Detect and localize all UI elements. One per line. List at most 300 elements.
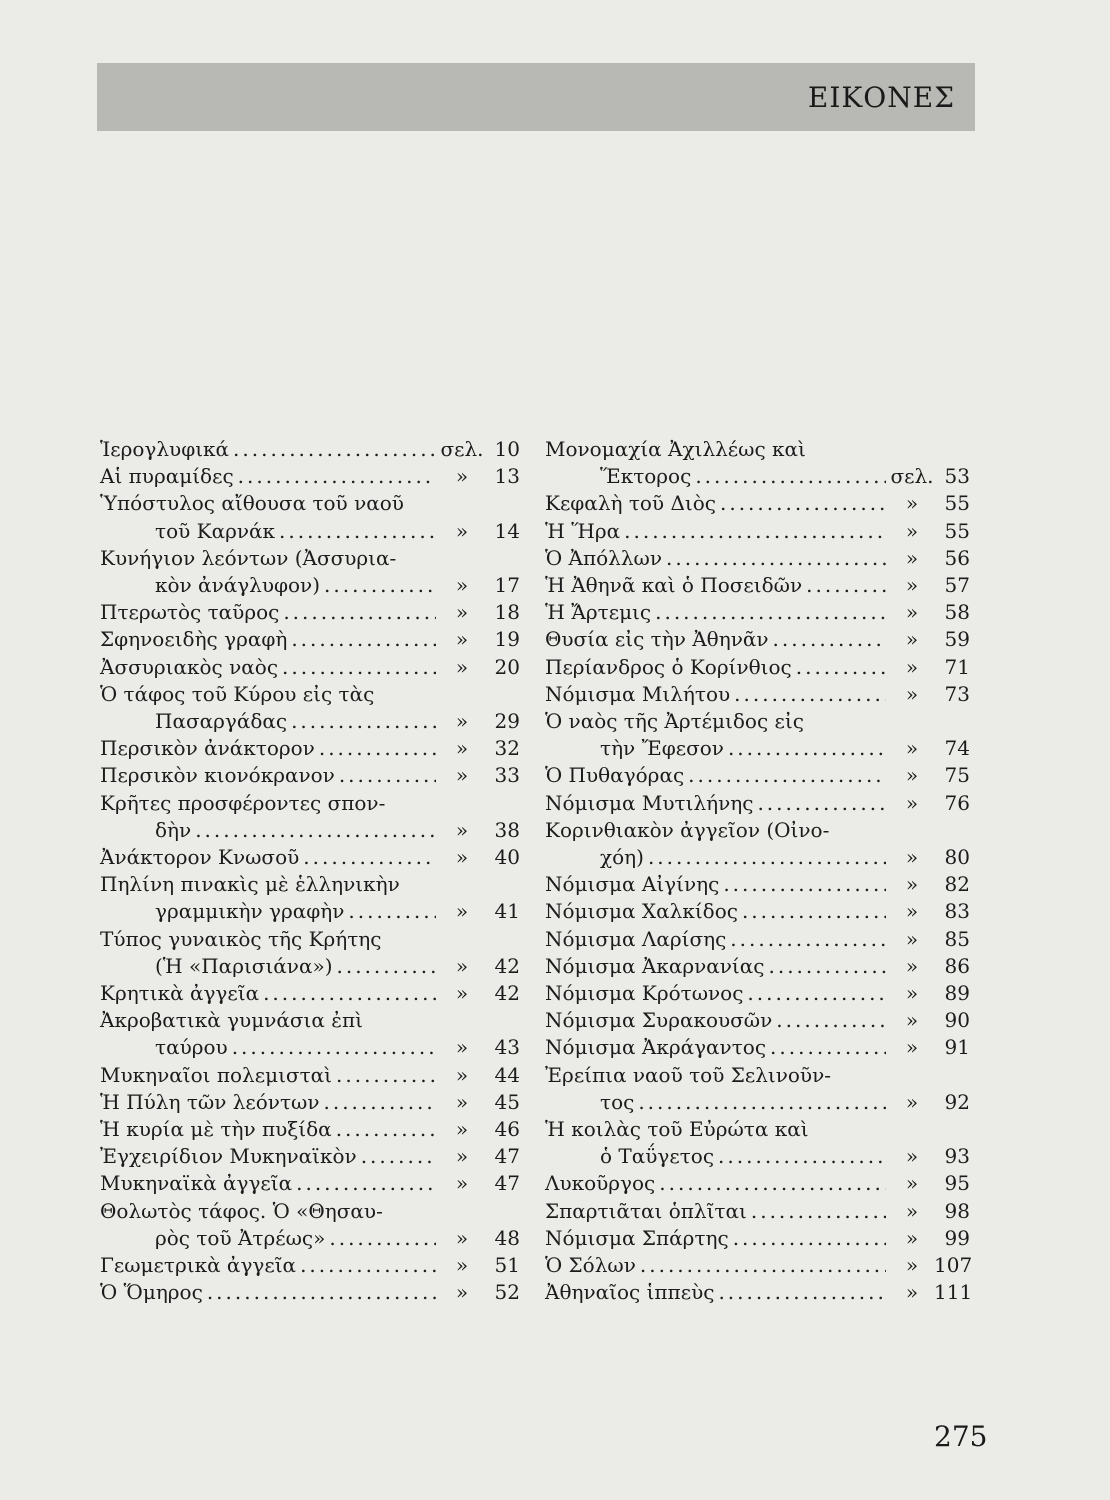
index-entry (545, 518, 970, 545)
entry-page-number: 51 (494, 1253, 520, 1278)
page-label: » (905, 518, 919, 543)
entry-title: Ἡ κοιλὰς τοῦ Εὐρώτα καὶ (545, 1117, 809, 1142)
entry-line (100, 572, 520, 599)
dot-leader (648, 844, 886, 871)
index-entry (545, 1062, 970, 1116)
dot-leader (207, 1279, 436, 1306)
entry-title: Ὁ Ἀπόλλων (545, 545, 662, 570)
page-label: » (905, 845, 919, 870)
dot-leader (303, 844, 436, 871)
index-entry (545, 545, 970, 572)
index-entry (100, 545, 520, 599)
entry-line (100, 1170, 520, 1197)
dot-leader (361, 1143, 436, 1170)
index-entry (545, 762, 970, 789)
left-index-column (100, 436, 520, 1307)
entry-page-number: 91 (944, 1035, 970, 1060)
entry-line (545, 1279, 973, 1306)
index-entry (100, 735, 520, 762)
index-entry (545, 980, 970, 1007)
page-label: » (905, 1144, 919, 1169)
dot-leader (768, 953, 886, 980)
index-entry (545, 1116, 970, 1170)
entry-page-number: 98 (944, 1198, 970, 1223)
index-entry (100, 599, 520, 626)
page-label: » (455, 600, 469, 625)
right-index-column (545, 436, 973, 1307)
entry-line (545, 1034, 970, 1061)
page-label: » (455, 627, 469, 652)
entry-line (545, 1116, 970, 1143)
entry-title: Περίανδρος ὁ Κορίνθιος (545, 654, 792, 679)
entry-page-number: 18 (494, 600, 520, 625)
entry-title: Ὁ Σόλων (545, 1253, 636, 1278)
index-entry (100, 1089, 520, 1116)
entry-line (545, 871, 970, 898)
dot-leader (232, 1034, 436, 1061)
page-label: » (905, 1035, 919, 1060)
entry-page-number: 111 (934, 1280, 973, 1305)
page-label: » (905, 1280, 919, 1305)
entry-line (100, 1089, 520, 1116)
dot-leader (796, 654, 886, 681)
entry-title: Ἀνάκτορον Κνωσοῦ (100, 845, 300, 870)
index-entry (100, 1062, 520, 1089)
entry-page-number: 57 (944, 573, 970, 598)
page-label: » (905, 953, 919, 978)
entry-line (100, 926, 520, 953)
entry-title: Ὑπόστυλος αἴθουσα τοῦ ναοῦ (100, 491, 404, 516)
dot-leader (282, 654, 436, 681)
dot-leader (720, 490, 886, 517)
entry-title: Νόμισμα Κρότωνος (545, 981, 744, 1006)
entry-line (545, 980, 970, 1007)
entry-line (545, 1170, 970, 1197)
entry-line (545, 1143, 970, 1170)
entry-title: ρὸς τοῦ Ἀτρέως» (155, 1225, 326, 1250)
entry-line (545, 626, 970, 653)
page-label: » (455, 518, 469, 543)
dot-leader (742, 898, 886, 925)
index-entry (100, 626, 520, 653)
entry-page-number: 47 (494, 1171, 520, 1196)
entry-title: Ὁ Ὅμηρος (100, 1280, 203, 1305)
index-entry (100, 1279, 520, 1306)
entry-title: Ὁ Πυθαγόρας (545, 763, 685, 788)
entry-title: Νόμισμα Χαλκίδος (545, 899, 738, 924)
entry-title: Ἡ κυρία μὲ τὴν πυξίδα (100, 1117, 332, 1142)
entry-title: χόη) (600, 845, 644, 870)
page-label: » (455, 1062, 469, 1087)
entry-title: Ἡ Ἀθηνᾶ καὶ ὁ Ποσειδῶν (545, 573, 803, 598)
entry-title: Νόμισμα Σπάρτης (545, 1225, 729, 1250)
page-label: » (455, 736, 469, 761)
entry-title: Ἡ Ἄρτεμις (545, 600, 652, 625)
index-entry (100, 762, 520, 789)
entry-line (100, 1062, 520, 1089)
entry-page-number: 76 (944, 790, 970, 815)
entry-line (100, 518, 520, 545)
entry-line (545, 518, 970, 545)
dot-leader (263, 980, 436, 1007)
entry-line (100, 1143, 520, 1170)
entry-line (100, 463, 520, 490)
dot-leader (688, 762, 886, 789)
dot-leader (233, 436, 436, 463)
dot-leader (640, 1252, 886, 1279)
dot-leader (279, 518, 436, 545)
entry-page-number: 92 (944, 1089, 970, 1114)
entry-title: (Ἡ «Παρισιάνα») (155, 953, 333, 978)
entry-page-number: 83 (944, 899, 970, 924)
dot-leader (773, 626, 886, 653)
dot-leader (718, 1279, 886, 1306)
entry-line (100, 599, 520, 626)
index-entry (545, 1007, 970, 1034)
entry-page-number: 99 (944, 1225, 970, 1250)
entry-title: Μυκηναῖοι πολεμισταὶ (100, 1062, 332, 1087)
page-label: » (455, 1089, 469, 1114)
entry-line (545, 681, 970, 708)
page-label: » (455, 1253, 469, 1278)
entry-title: Νόμισμα Μυτιλήνης (545, 790, 754, 815)
entry-page-number: 32 (494, 736, 520, 761)
entry-title: Σπαρτιᾶται ὁπλῖται (545, 1198, 747, 1223)
entry-line (545, 817, 970, 844)
index-entry (545, 681, 970, 708)
page-label: σελ. (890, 464, 934, 489)
entry-page-number: 20 (494, 654, 520, 679)
entry-title: Ἀκροβατικὰ γυμνάσια ἐπὶ (100, 1008, 363, 1033)
page-label: » (455, 953, 469, 978)
entry-title: κὸν ἀνάγλυφον) (155, 573, 321, 598)
page-label: » (455, 1035, 469, 1060)
entry-title: Ἐγχειρίδιον Μυκηναϊκὸν (100, 1144, 357, 1169)
entry-title: Ἀσσυριακὸς ναὸς (100, 654, 279, 679)
entry-page-number: 55 (944, 518, 970, 543)
entry-line (100, 1279, 520, 1306)
entry-line (545, 1225, 970, 1252)
index-entry (545, 790, 970, 817)
page-label: » (455, 845, 469, 870)
entry-title: Νόμισμα Ἀκράγαντος (545, 1035, 767, 1060)
entry-title: Αἱ πυραμίδες (100, 464, 234, 489)
entry-title: τὴν Ἔφεσον (600, 736, 724, 761)
page-label: » (455, 1171, 469, 1196)
page-title: ΕΙΚΟΝΕΣ (807, 81, 955, 114)
entry-line (100, 708, 520, 735)
entry-line (545, 898, 970, 925)
page-label: » (455, 573, 469, 598)
entry-line (100, 545, 520, 572)
entry-title: Τύπος γυναικὸς τῆς Κρήτης (100, 926, 382, 951)
page-label: » (455, 1144, 469, 1169)
entry-page-number: 43 (494, 1035, 520, 1060)
index-entry (100, 790, 520, 844)
entry-line (100, 681, 520, 708)
dot-leader (638, 1089, 886, 1116)
entry-page-number: 95 (944, 1171, 970, 1196)
entry-page-number: 89 (944, 981, 970, 1006)
entry-line (100, 953, 520, 980)
entry-title: Ἡ Πύλη τῶν λεόντων (100, 1089, 320, 1114)
entry-line (545, 1007, 970, 1034)
entry-title: Γεωμετρικὰ ἀγγεῖα (100, 1253, 297, 1278)
entry-page-number: 42 (494, 981, 520, 1006)
entry-title: Νόμισμα Συρακουσῶν (545, 1008, 773, 1033)
dot-leader (324, 572, 436, 599)
entry-title: Κορινθιακὸν ἀγγεῖον (Οἰνο- (545, 817, 830, 842)
page-label: » (905, 573, 919, 598)
entry-line (100, 1225, 520, 1252)
page-label: » (905, 491, 919, 516)
entry-page-number: 46 (494, 1117, 520, 1142)
dot-leader (337, 953, 437, 980)
entry-page-number: 48 (494, 1225, 520, 1250)
entry-title: Ἡ Ἥρα (545, 518, 621, 543)
entry-line (100, 844, 520, 871)
page-label: » (455, 464, 469, 489)
entry-title: Πασαργάδας (155, 709, 288, 734)
dot-leader (751, 1198, 886, 1225)
entry-title: Ἐρείπια ναοῦ τοῦ Σελινοῦν- (545, 1062, 832, 1087)
entry-line (100, 654, 520, 681)
dot-leader (666, 545, 886, 572)
index-entry (100, 1143, 520, 1170)
index-entry (100, 1007, 520, 1061)
index-entry (545, 953, 970, 980)
entry-page-number: 33 (494, 763, 520, 788)
index-entry (545, 817, 970, 871)
entry-title: Πηλίνη πινακὶς μὲ ἑλληνικὴν (100, 872, 400, 897)
page-label: » (905, 600, 919, 625)
index-entry (545, 1279, 973, 1306)
entry-page-number: 10 (494, 437, 520, 461)
dot-leader (339, 762, 436, 789)
page-label: » (905, 627, 919, 652)
entry-line (545, 1198, 970, 1225)
entry-line (100, 1116, 520, 1143)
entry-line (545, 599, 970, 626)
page-label: » (455, 899, 469, 924)
entry-line (545, 708, 970, 735)
entry-title: Νόμισμα Ἀκαρνανίας (545, 953, 765, 978)
entry-title: Μυκηναϊκὰ ἀγγεῖα (100, 1171, 293, 1196)
entry-title: ὁ Ταΰγετος (600, 1144, 715, 1169)
header-band (97, 63, 975, 131)
index-entry (545, 1225, 970, 1252)
page-label: » (905, 926, 919, 951)
entry-line (100, 980, 520, 1007)
index-entry (100, 463, 520, 490)
entry-title: Ἀθηναῖος ἱππεὺς (545, 1280, 715, 1305)
entry-page-number: 74 (944, 736, 970, 761)
entry-title: Κυνήγιον λεόντων (Ἀσσυρια- (100, 545, 397, 570)
dot-leader (659, 1170, 886, 1197)
entry-page-number: 86 (944, 953, 970, 978)
entry-page-number: 14 (494, 518, 520, 543)
page-label: » (905, 681, 919, 706)
dot-leader (723, 871, 886, 898)
entry-title: Μονομαχία Ἀχιλλέως καὶ (545, 437, 806, 461)
entry-title: Περσικὸν κιονόκρανον (100, 763, 335, 788)
page-label: » (455, 1117, 469, 1142)
entry-title: Περσικὸν ἀνάκτορον (100, 736, 315, 761)
index-entry (100, 980, 520, 1007)
page-label: » (905, 872, 919, 897)
entry-title: Κρῆτες προσφέροντες σπον- (100, 790, 386, 815)
index-entry (545, 708, 970, 762)
entry-line (545, 1252, 973, 1279)
entry-line (545, 463, 970, 490)
entry-line (545, 545, 970, 572)
entry-line (545, 844, 970, 871)
entry-line (100, 790, 520, 817)
entry-page-number: 42 (494, 953, 520, 978)
dot-leader (734, 681, 886, 708)
entry-page-number: 71 (944, 654, 970, 679)
index-entry (100, 844, 520, 871)
index-entry (545, 572, 970, 599)
page-label: » (455, 1225, 469, 1250)
page-label: » (905, 545, 919, 570)
dot-leader (296, 1170, 436, 1197)
dot-leader (283, 599, 436, 626)
entry-title: τος (600, 1089, 635, 1114)
index-entry (545, 490, 970, 517)
entry-title: Νόμισμα Λαρίσης (545, 926, 727, 951)
entry-title: Ἱερογλυφικά (100, 437, 230, 461)
dot-leader (718, 1143, 886, 1170)
entry-line (545, 1062, 970, 1089)
dot-leader (291, 708, 436, 735)
entry-title: γραμμικὴν γραφὴν (155, 899, 345, 924)
dot-leader (728, 735, 886, 762)
entry-line (100, 1007, 520, 1034)
index-entry (545, 898, 970, 925)
entry-line (100, 762, 520, 789)
entry-page-number: 58 (944, 600, 970, 625)
entry-page-number: 29 (494, 709, 520, 734)
entry-page-number: 75 (944, 763, 970, 788)
page-label: » (455, 654, 469, 679)
page-label: » (905, 736, 919, 761)
page-label: σελ. (440, 437, 484, 461)
entry-line (100, 1198, 520, 1225)
page-label: » (905, 654, 919, 679)
dot-leader (806, 572, 886, 599)
entry-page-number: 59 (944, 627, 970, 652)
entry-page-number: 19 (494, 627, 520, 652)
page-label: » (455, 981, 469, 1006)
entry-line (100, 871, 520, 898)
index-entry (100, 1116, 520, 1143)
dot-leader (747, 980, 886, 1007)
entry-page-number: 90 (944, 1008, 970, 1033)
page-label: » (905, 1225, 919, 1250)
index-entry (100, 436, 520, 463)
index-entry (100, 490, 520, 544)
dot-leader (733, 1225, 886, 1252)
entry-title: ταύρου (155, 1035, 228, 1060)
entry-line (100, 898, 520, 925)
index-entry (545, 871, 970, 898)
entry-title: Κεφαλὴ τοῦ Διὸς (545, 491, 716, 516)
entry-title: Κρητικὰ ἀγγεῖα (100, 981, 260, 1006)
index-entry (545, 626, 970, 653)
dot-leader (348, 898, 436, 925)
entry-line (545, 762, 970, 789)
dot-leader (757, 790, 886, 817)
dot-leader (695, 463, 886, 490)
page-label: » (905, 763, 919, 788)
entry-page-number: 44 (494, 1062, 520, 1087)
entry-line (545, 436, 970, 463)
entry-page-number: 41 (494, 899, 520, 924)
page-label: » (455, 709, 469, 734)
entry-line (100, 436, 520, 463)
index-entry (545, 436, 970, 490)
entry-title: Νόμισμα Αἰγίνης (545, 872, 720, 897)
dot-leader (770, 1034, 886, 1061)
page-label: » (455, 1280, 469, 1305)
entry-line (100, 735, 520, 762)
entry-page-number: 107 (934, 1253, 973, 1278)
entry-line (545, 1089, 970, 1116)
dot-leader (195, 817, 436, 844)
index-entry (100, 926, 520, 980)
index-entry (545, 1034, 970, 1061)
index-entry (100, 1198, 520, 1252)
entry-line (545, 953, 970, 980)
page-label: » (905, 899, 919, 924)
page-label: » (905, 981, 919, 1006)
dot-leader (336, 1062, 436, 1089)
entry-page-number: 38 (494, 817, 520, 842)
page-label: » (905, 1089, 919, 1114)
entry-page-number: 45 (494, 1089, 520, 1114)
index-entry (545, 654, 970, 681)
dot-leader (291, 626, 436, 653)
entry-page-number: 85 (944, 926, 970, 951)
entry-line (100, 1034, 520, 1061)
entry-page-number: 17 (494, 573, 520, 598)
entry-page-number: 13 (494, 464, 520, 489)
entry-line (545, 654, 970, 681)
entry-line (100, 1252, 520, 1279)
dot-leader (300, 1252, 436, 1279)
entry-line (100, 817, 520, 844)
index-entry (545, 1252, 973, 1279)
page-label: » (905, 790, 919, 815)
entry-line (545, 735, 970, 762)
page-label: » (905, 1171, 919, 1196)
dot-leader (329, 1225, 436, 1252)
entry-title: Σφηνοειδὴς γραφὴ (100, 627, 288, 652)
entry-line (100, 490, 520, 517)
index-entry (100, 1170, 520, 1197)
entry-title: Λυκοῦργος (545, 1171, 656, 1196)
entry-title: Θυσία εἰς τὴν Ἀθηνᾶν (545, 627, 769, 652)
entry-title: Ὁ ναὸς τῆς Ἀρτέμιδος εἰς (545, 709, 804, 734)
index-entry (545, 599, 970, 626)
entry-line (545, 790, 970, 817)
page-label: » (905, 1008, 919, 1033)
entry-title: Ὁ τάφος τοῦ Κύρου εἰς τὰς (100, 681, 375, 706)
entry-page-number: 73 (944, 681, 970, 706)
entry-page-number: 56 (944, 545, 970, 570)
entry-title: τοῦ Καρνάκ (155, 518, 275, 543)
